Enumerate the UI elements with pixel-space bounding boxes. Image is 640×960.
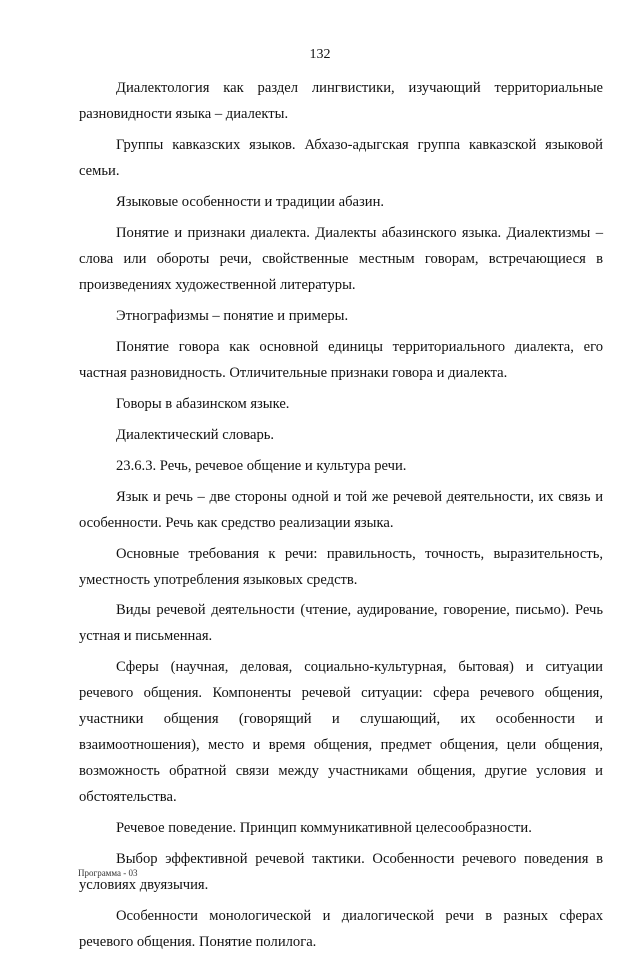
paragraph: Особенности монологической и диалогической речи в разных сферах речевого общения. Понятие полилога. [79, 908, 603, 951]
paragraph: Речевое поведение. Принцип коммуникативной целесообразности. [116, 820, 532, 837]
footer-label: Программа - 03 [78, 868, 138, 878]
paragraph: Выбор эффективной речевой тактики. Особенности речевого поведения в условиях двуязычия. [79, 851, 603, 894]
paragraph: Виды речевой деятельности (чтение, аудирование, говорение, письмо). Речь устная и письменная. [79, 602, 603, 645]
paragraph: Диалектология как раздел лингвистики, изучающий территориальные разновидности языка – диалекты. [79, 80, 603, 122]
paragraph: Говоры в абазинском языке. [116, 395, 290, 412]
page-number: 132 [309, 47, 331, 62]
paragraph: Основные требования к речи: правильность, точность, выразительность, уместность употребления языковых средств. [79, 545, 603, 588]
section-heading: 23.6.3. Речь, речевое общение и культура речи. [116, 457, 407, 474]
body-text [79, 75, 603, 960]
paragraph: Сферы (научная, деловая, социально-культурная, бытовая) и ситуации речевого общения. Компоненты речевой ситуации: сфера речевого общения, участники общения (говорящий и слушающий, их особенности и взаимоотношения), место и время общения, предмет общения, цели общения, возможность обратной связи между участниками общения, другие условия и обстоятельства. [79, 659, 603, 806]
paragraph: Группы кавказских языков. Абхазо-адыгская группа кавказской языковой семьи. [79, 136, 603, 179]
paragraph: Понятие и признаки диалекта. Диалекты абазинского языка. Диалектизмы – слова или обороты речи, свойственные местным говорам, встречающиеся в произведениях художественной литературы. [79, 224, 603, 293]
paragraph: Диалектический словарь. [116, 426, 275, 443]
paragraph: Этнографизмы – понятие и примеры. [116, 307, 349, 324]
paragraph: Понятие говора как основной единицы территориального диалекта, его частная разновидность. Отличительные признаки говора и диалекта. [79, 338, 603, 381]
paragraph: Языковые особенности и традиции абазин. [116, 193, 385, 210]
paragraph: Язык и речь – две стороны одной и той же речевой деятельности, их связь и особенности. Речь как средство реализации языка. [79, 488, 603, 531]
